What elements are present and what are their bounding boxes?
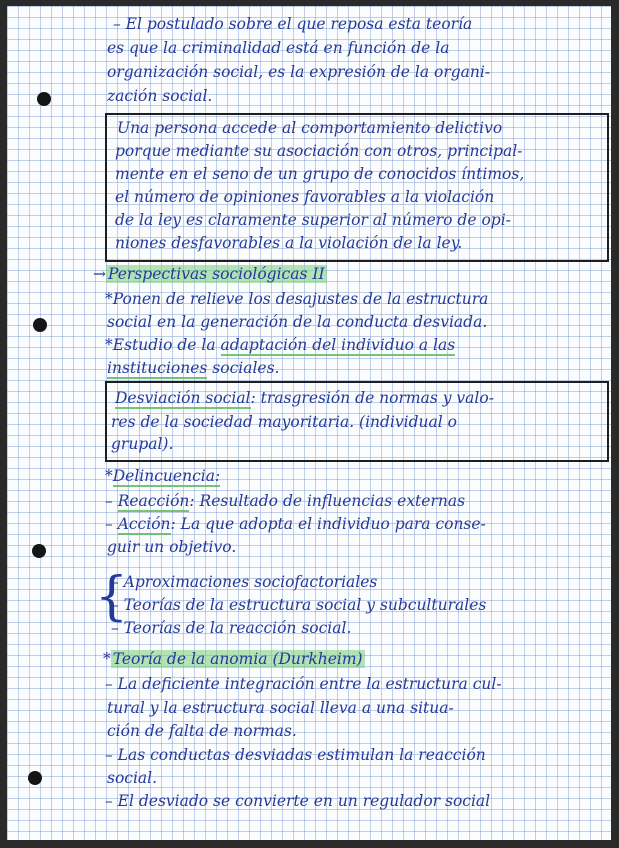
delincuencia-heading — [105, 466, 220, 486]
delincuencia-title: Delincuencia: — [112, 467, 221, 485]
bracket-item-3: – Teorías de la reacción social. — [111, 619, 352, 637]
arrow-icon: → — [93, 265, 106, 283]
intro-line-2: es que la criminalidad está en función de la — [107, 39, 450, 57]
anomia-line-2: tural y la estructura social lleva a una situa- — [107, 699, 454, 717]
bracket-item-1: – Aproximaciones sociofactoriales — [111, 573, 378, 591]
box1-line-5: de la ley es claramente superior al número de opi- — [115, 211, 511, 229]
binder-hole-4 — [28, 771, 42, 785]
box2-line-3: grupal). — [111, 435, 174, 453]
section-bullet-2-line-2 — [107, 358, 279, 378]
reaccion-line — [105, 491, 465, 511]
binder-hole-2 — [33, 318, 47, 332]
reaccion-dash: – — [105, 492, 118, 510]
box2-line-1-rest: : trasgresión de normas y valo- — [250, 389, 494, 407]
box2-line-1 — [115, 388, 494, 408]
section-title: Perspectivas sociológicas II — [108, 265, 325, 283]
bullet-2-rest: sociales. — [207, 359, 280, 377]
box2-line-2: res de la sociedad mayoritaria. (individual o — [111, 413, 457, 431]
reaccion-term: Reacción — [117, 492, 190, 510]
anomia-title: Teoría de la anomia (Durkheim) — [112, 650, 363, 668]
curly-bracket-icon: { — [95, 567, 129, 627]
accion-line-2: guir un objetivo. — [107, 538, 237, 556]
anomia-line-6: – El desviado se convierte en un regulador social — [105, 792, 491, 810]
accion-line-1 — [105, 514, 486, 534]
bracket-item-2: – Teorías de la estructura social y subculturales — [111, 596, 487, 614]
box1-line-4: el número de opiniones favorables a la violación — [115, 188, 495, 206]
delincuencia-star: * — [105, 467, 113, 485]
anomia-line-3: ción de falta de normas. — [107, 722, 297, 740]
accion-rest: : La que adopta el individuo para conse- — [170, 515, 486, 533]
section-heading — [93, 264, 327, 284]
intro-line-4: zación social. — [107, 87, 213, 105]
box1-line-1: Una persona accede al comportamiento delictivo — [117, 119, 503, 137]
anomia-heading — [103, 649, 365, 669]
accion-dash: – — [105, 515, 118, 533]
intro-line-3: organización social, es la expresión de la organi- — [107, 63, 491, 81]
box1-line-6: niones desfavorables a la violación de la ley. — [115, 234, 463, 252]
bullet-2-underlined-1: adaptación del individuo a las — [220, 336, 456, 354]
accion-term: Acción — [117, 515, 171, 533]
bullet-2-prefix: *Estudio de la — [105, 336, 221, 354]
reaccion-rest: : Resultado de influencias externas — [189, 492, 466, 510]
box2-term: Desviación social — [115, 389, 251, 407]
notebook-page — [7, 6, 611, 840]
anomia-line-1: – La deficiente integración entre la estructura cul- — [105, 675, 502, 693]
section-bullet-1-line-2: social en la generación de la conducta desviada. — [107, 313, 488, 331]
binder-hole-1 — [37, 92, 51, 106]
section-bullet-2-line-1 — [105, 335, 455, 355]
anomia-star: * — [103, 650, 111, 668]
bullet-2-underlined-2: instituciones — [107, 359, 208, 377]
box1-line-3: mente en el seno de un grupo de conocidos íntimos, — [115, 165, 525, 183]
intro-line-1: – El postulado sobre el que reposa esta teoría — [113, 15, 473, 33]
anomia-line-5: social. — [107, 769, 158, 787]
section-bullet-1-line-1: *Ponen de relieve los desajustes de la estructura — [105, 290, 489, 308]
box1-line-2: porque mediante su asociación con otros, principal- — [115, 142, 523, 160]
binder-hole-3 — [32, 544, 46, 558]
anomia-line-4: – Las conductas desviadas estimulan la reacción — [105, 746, 486, 764]
